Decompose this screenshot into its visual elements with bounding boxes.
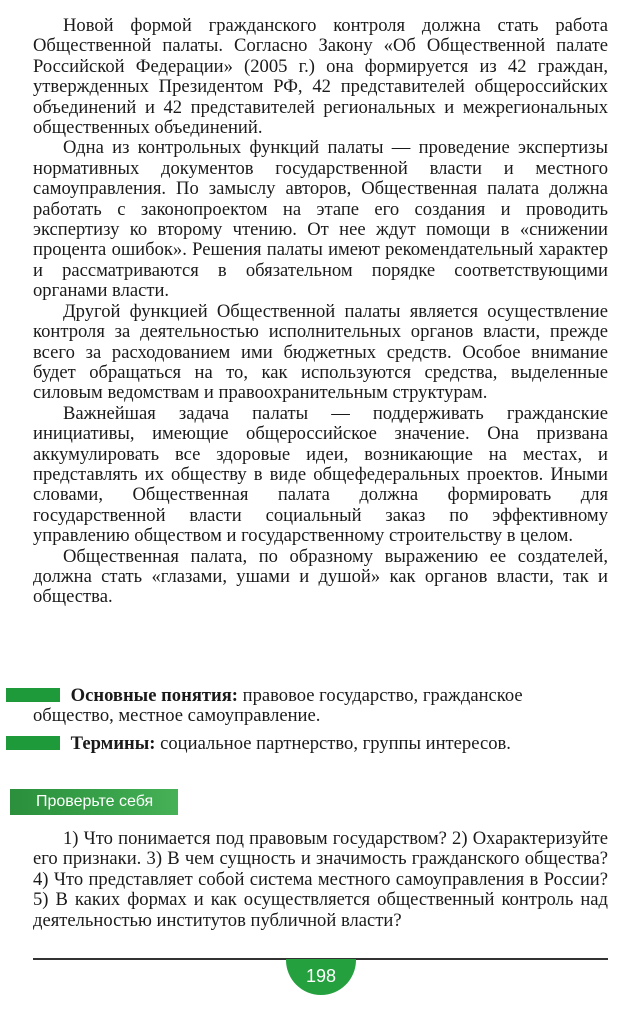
paragraph-eyes-ears-soul: Общественная палата, по образному выражению ее создателей, должна стать «глазами, ушами и душой» как органов власти, так и общества.	[33, 545, 608, 608]
key-concepts-block	[6, 686, 608, 727]
paragraph-control-function: Другой функцией Общественной палаты является осуществление контроля за деятельностью исполнительных органов власти, прежде всего за расходованием ими бюджетных средств. Особое внимание будет обращаться на то, как используются средства, выделенные силовым ведомствам и правоохранительным структурам.	[33, 300, 608, 404]
terms-text: социальное партнерство, группы интересов.	[160, 733, 511, 754]
paragraph-main-task: Важнейшая задача палаты — поддерживать гражданские инициативы, имеющие общероссийское значение. Она призвана аккумулировать все здоровые идеи, возникающие на местах, и представлять их обществу в виде общефедеральных проектов. Иными словами, Общественная палата должна формировать для государственной власти социальный заказ по эффективному управлению обществом и государственному строительству в целом.	[33, 402, 608, 547]
terms-block	[6, 734, 608, 754]
paragraph-expertise-function: Одна из контрольных функций палаты — проведение экспертизы нормативных документов государственной власти и местного самоуправления. По замыслу авторов, Общественная палата должна работать с законопроектом на этапе его создания и проводить экспертизу ко второму чтению. От нее ждут помощи в «снижении процента ошибок». Решения палаты имеют рекомендательный характер и рассматриваются в обязательном порядке соответствующими органами власти.	[33, 137, 608, 302]
terms-label: Термины:	[70, 733, 156, 754]
main-text	[33, 16, 608, 608]
green-marker-icon	[6, 688, 60, 702]
page-number-tab: 198	[286, 959, 356, 995]
green-marker-icon	[6, 736, 60, 750]
questions-text: 1) Что понимается под правовым государством? 2) Охарактеризуйте его признаки. 3) В чем сущность и значимость гражданского общества? 4) Что представляет собой система местного самоуправления в России? 5) В каких формах и как осуществляется общественный контроль над деятельностью институтов публичной власти?	[33, 828, 608, 931]
self-check-heading: Проверьте себя	[10, 789, 178, 815]
paragraph-civic-chamber-formation: Новой формой гражданского контроля должна стать работа Общественной палаты. Согласно Закону «Об Общественной палате Российской Федерации» (2005 г.) она формируется из 42 граждан, утвержденных Президентом РФ, 42 представителей общероссийских объединений и 42 представителей региональных и межрегиональных общественных объединений.	[33, 15, 608, 139]
self-check-questions	[33, 829, 608, 931]
key-concepts-text: правовое государство, гражданское	[242, 685, 523, 706]
key-concepts-text-continued: общество, местное самоуправление.	[33, 705, 321, 727]
key-concepts-label: Основные понятия:	[70, 685, 238, 706]
key-concepts-line-1	[6, 686, 608, 706]
